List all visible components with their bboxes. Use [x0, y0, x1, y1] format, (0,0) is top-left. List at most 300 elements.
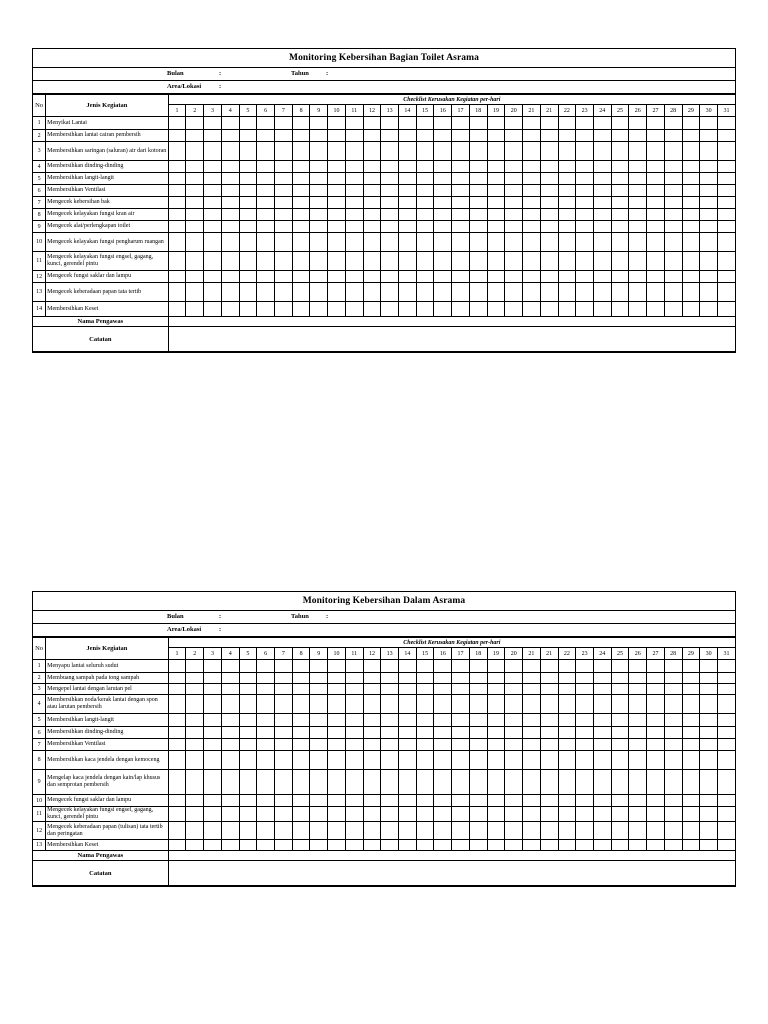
check-cell[interactable] — [505, 221, 523, 233]
catatan-field[interactable] — [168, 861, 735, 886]
check-cell[interactable] — [186, 822, 204, 840]
check-cell[interactable] — [452, 684, 470, 695]
check-cell[interactable] — [328, 221, 346, 233]
check-cell[interactable] — [540, 271, 558, 283]
check-cell[interactable] — [523, 252, 541, 271]
check-cell[interactable] — [682, 714, 700, 727]
check-cell[interactable] — [381, 751, 399, 770]
check-cell[interactable] — [576, 751, 594, 770]
check-cell[interactable] — [310, 283, 328, 302]
check-cell[interactable] — [275, 822, 293, 840]
check-cell[interactable] — [345, 185, 363, 197]
check-cell[interactable] — [399, 209, 417, 221]
check-cell[interactable] — [682, 271, 700, 283]
check-cell[interactable] — [700, 209, 718, 221]
check-cell[interactable] — [275, 727, 293, 739]
check-cell[interactable] — [434, 142, 452, 161]
check-cell[interactable] — [629, 727, 647, 739]
check-cell[interactable] — [682, 684, 700, 695]
check-cell[interactable] — [487, 161, 505, 173]
check-cell[interactable] — [328, 660, 346, 673]
check-cell[interactable] — [416, 695, 434, 714]
check-cell[interactable] — [647, 822, 665, 840]
check-cell[interactable] — [523, 739, 541, 751]
check-cell[interactable] — [434, 684, 452, 695]
check-cell[interactable] — [204, 233, 222, 252]
check-cell[interactable] — [363, 695, 381, 714]
check-cell[interactable] — [363, 209, 381, 221]
check-cell[interactable] — [664, 807, 682, 822]
check-cell[interactable] — [310, 271, 328, 283]
check-cell[interactable] — [434, 727, 452, 739]
check-cell[interactable] — [275, 233, 293, 252]
check-cell[interactable] — [593, 161, 611, 173]
check-cell[interactable] — [257, 271, 275, 283]
check-cell[interactable] — [434, 117, 452, 130]
check-cell[interactable] — [186, 770, 204, 795]
check-cell[interactable] — [469, 209, 487, 221]
check-cell[interactable] — [399, 822, 417, 840]
check-cell[interactable] — [221, 185, 239, 197]
check-cell[interactable] — [292, 727, 310, 739]
check-cell[interactable] — [345, 684, 363, 695]
check-cell[interactable] — [593, 173, 611, 185]
check-cell[interactable] — [664, 130, 682, 142]
check-cell[interactable] — [647, 185, 665, 197]
check-cell[interactable] — [381, 727, 399, 739]
check-cell[interactable] — [558, 252, 576, 271]
check-cell[interactable] — [682, 209, 700, 221]
check-cell[interactable] — [682, 161, 700, 173]
check-cell[interactable] — [363, 751, 381, 770]
check-cell[interactable] — [416, 795, 434, 807]
check-cell[interactable] — [576, 197, 594, 209]
check-cell[interactable] — [204, 695, 222, 714]
check-cell[interactable] — [593, 795, 611, 807]
check-cell[interactable] — [328, 173, 346, 185]
check-cell[interactable] — [611, 673, 629, 684]
check-cell[interactable] — [363, 795, 381, 807]
check-cell[interactable] — [275, 142, 293, 161]
check-cell[interactable] — [204, 770, 222, 795]
check-cell[interactable] — [186, 673, 204, 684]
check-cell[interactable] — [452, 840, 470, 851]
check-cell[interactable] — [576, 807, 594, 822]
check-cell[interactable] — [717, 684, 735, 695]
check-cell[interactable] — [416, 130, 434, 142]
check-cell[interactable] — [328, 185, 346, 197]
check-cell[interactable] — [381, 302, 399, 317]
check-cell[interactable] — [469, 684, 487, 695]
check-cell[interactable] — [204, 673, 222, 684]
check-cell[interactable] — [540, 252, 558, 271]
check-cell[interactable] — [239, 795, 257, 807]
check-cell[interactable] — [434, 807, 452, 822]
check-cell[interactable] — [576, 142, 594, 161]
check-cell[interactable] — [505, 233, 523, 252]
check-cell[interactable] — [186, 221, 204, 233]
check-cell[interactable] — [257, 173, 275, 185]
check-cell[interactable] — [700, 197, 718, 209]
check-cell[interactable] — [381, 283, 399, 302]
check-cell[interactable] — [434, 770, 452, 795]
check-cell[interactable] — [647, 233, 665, 252]
check-cell[interactable] — [717, 252, 735, 271]
check-cell[interactable] — [168, 271, 186, 283]
check-cell[interactable] — [275, 161, 293, 173]
check-cell[interactable] — [399, 727, 417, 739]
check-cell[interactable] — [257, 197, 275, 209]
check-cell[interactable] — [434, 695, 452, 714]
check-cell[interactable] — [540, 714, 558, 727]
check-cell[interactable] — [593, 252, 611, 271]
check-cell[interactable] — [204, 795, 222, 807]
check-cell[interactable] — [487, 727, 505, 739]
check-cell[interactable] — [204, 751, 222, 770]
check-cell[interactable] — [292, 233, 310, 252]
check-cell[interactable] — [381, 185, 399, 197]
check-cell[interactable] — [469, 302, 487, 317]
check-cell[interactable] — [452, 185, 470, 197]
check-cell[interactable] — [239, 684, 257, 695]
check-cell[interactable] — [487, 302, 505, 317]
check-cell[interactable] — [664, 822, 682, 840]
check-cell[interactable] — [540, 283, 558, 302]
check-cell[interactable] — [363, 185, 381, 197]
check-cell[interactable] — [275, 283, 293, 302]
check-cell[interactable] — [452, 673, 470, 684]
check-cell[interactable] — [576, 252, 594, 271]
check-cell[interactable] — [717, 770, 735, 795]
check-cell[interactable] — [186, 283, 204, 302]
check-cell[interactable] — [469, 142, 487, 161]
check-cell[interactable] — [487, 795, 505, 807]
check-cell[interactable] — [469, 770, 487, 795]
check-cell[interactable] — [452, 751, 470, 770]
check-cell[interactable] — [540, 233, 558, 252]
check-cell[interactable] — [168, 209, 186, 221]
check-cell[interactable] — [434, 739, 452, 751]
check-cell[interactable] — [434, 197, 452, 209]
check-cell[interactable] — [275, 252, 293, 271]
check-cell[interactable] — [540, 185, 558, 197]
check-cell[interactable] — [593, 673, 611, 684]
check-cell[interactable] — [647, 727, 665, 739]
check-cell[interactable] — [328, 252, 346, 271]
check-cell[interactable] — [363, 822, 381, 840]
check-cell[interactable] — [487, 807, 505, 822]
check-cell[interactable] — [505, 822, 523, 840]
check-cell[interactable] — [239, 283, 257, 302]
check-cell[interactable] — [168, 197, 186, 209]
check-cell[interactable] — [593, 751, 611, 770]
check-cell[interactable] — [399, 807, 417, 822]
check-cell[interactable] — [611, 117, 629, 130]
check-cell[interactable] — [717, 221, 735, 233]
check-cell[interactable] — [239, 660, 257, 673]
check-cell[interactable] — [558, 727, 576, 739]
check-cell[interactable] — [576, 209, 594, 221]
check-cell[interactable] — [275, 807, 293, 822]
check-cell[interactable] — [523, 117, 541, 130]
check-cell[interactable] — [257, 117, 275, 130]
check-cell[interactable] — [717, 727, 735, 739]
check-cell[interactable] — [469, 840, 487, 851]
check-cell[interactable] — [682, 302, 700, 317]
check-cell[interactable] — [239, 751, 257, 770]
check-cell[interactable] — [647, 807, 665, 822]
check-cell[interactable] — [629, 221, 647, 233]
check-cell[interactable] — [505, 271, 523, 283]
check-cell[interactable] — [700, 117, 718, 130]
check-cell[interactable] — [505, 185, 523, 197]
check-cell[interactable] — [717, 840, 735, 851]
check-cell[interactable] — [469, 185, 487, 197]
check-cell[interactable] — [505, 252, 523, 271]
check-cell[interactable] — [310, 739, 328, 751]
check-cell[interactable] — [275, 271, 293, 283]
check-cell[interactable] — [717, 807, 735, 822]
check-cell[interactable] — [647, 302, 665, 317]
check-cell[interactable] — [682, 807, 700, 822]
check-cell[interactable] — [469, 660, 487, 673]
check-cell[interactable] — [292, 142, 310, 161]
check-cell[interactable] — [434, 714, 452, 727]
check-cell[interactable] — [221, 695, 239, 714]
check-cell[interactable] — [275, 302, 293, 317]
check-cell[interactable] — [381, 795, 399, 807]
check-cell[interactable] — [469, 233, 487, 252]
check-cell[interactable] — [629, 117, 647, 130]
check-cell[interactable] — [452, 221, 470, 233]
check-cell[interactable] — [186, 117, 204, 130]
check-cell[interactable] — [717, 283, 735, 302]
check-cell[interactable] — [523, 173, 541, 185]
check-cell[interactable] — [434, 130, 452, 142]
check-cell[interactable] — [629, 142, 647, 161]
check-cell[interactable] — [345, 130, 363, 142]
check-cell[interactable] — [399, 695, 417, 714]
check-cell[interactable] — [469, 197, 487, 209]
check-cell[interactable] — [700, 840, 718, 851]
check-cell[interactable] — [204, 660, 222, 673]
check-cell[interactable] — [239, 221, 257, 233]
check-cell[interactable] — [399, 660, 417, 673]
check-cell[interactable] — [593, 221, 611, 233]
check-cell[interactable] — [487, 130, 505, 142]
check-cell[interactable] — [629, 714, 647, 727]
check-cell[interactable] — [168, 117, 186, 130]
check-cell[interactable] — [204, 302, 222, 317]
check-cell[interactable] — [452, 117, 470, 130]
check-cell[interactable] — [611, 173, 629, 185]
check-cell[interactable] — [221, 130, 239, 142]
check-cell[interactable] — [257, 283, 275, 302]
check-cell[interactable] — [292, 197, 310, 209]
check-cell[interactable] — [611, 807, 629, 822]
check-cell[interactable] — [381, 161, 399, 173]
check-cell[interactable] — [487, 283, 505, 302]
check-cell[interactable] — [275, 130, 293, 142]
check-cell[interactable] — [345, 117, 363, 130]
check-cell[interactable] — [700, 252, 718, 271]
check-cell[interactable] — [647, 221, 665, 233]
check-cell[interactable] — [611, 185, 629, 197]
check-cell[interactable] — [593, 233, 611, 252]
check-cell[interactable] — [257, 660, 275, 673]
check-cell[interactable] — [204, 727, 222, 739]
check-cell[interactable] — [416, 173, 434, 185]
check-cell[interactable] — [540, 302, 558, 317]
check-cell[interactable] — [399, 185, 417, 197]
check-cell[interactable] — [700, 770, 718, 795]
check-cell[interactable] — [540, 117, 558, 130]
check-cell[interactable] — [523, 684, 541, 695]
check-cell[interactable] — [576, 770, 594, 795]
check-cell[interactable] — [292, 673, 310, 684]
check-cell[interactable] — [647, 673, 665, 684]
check-cell[interactable] — [647, 739, 665, 751]
check-cell[interactable] — [629, 173, 647, 185]
check-cell[interactable] — [363, 684, 381, 695]
check-cell[interactable] — [363, 271, 381, 283]
check-cell[interactable] — [221, 727, 239, 739]
check-cell[interactable] — [540, 197, 558, 209]
check-cell[interactable] — [399, 197, 417, 209]
check-cell[interactable] — [239, 173, 257, 185]
check-cell[interactable] — [717, 209, 735, 221]
check-cell[interactable] — [416, 117, 434, 130]
check-cell[interactable] — [576, 130, 594, 142]
check-cell[interactable] — [328, 727, 346, 739]
check-cell[interactable] — [505, 751, 523, 770]
check-cell[interactable] — [593, 142, 611, 161]
check-cell[interactable] — [558, 185, 576, 197]
check-cell[interactable] — [682, 173, 700, 185]
check-cell[interactable] — [310, 252, 328, 271]
check-cell[interactable] — [647, 660, 665, 673]
check-cell[interactable] — [381, 117, 399, 130]
check-cell[interactable] — [523, 161, 541, 173]
check-cell[interactable] — [345, 161, 363, 173]
check-cell[interactable] — [204, 271, 222, 283]
check-cell[interactable] — [487, 221, 505, 233]
check-cell[interactable] — [700, 130, 718, 142]
check-cell[interactable] — [292, 739, 310, 751]
check-cell[interactable] — [399, 840, 417, 851]
check-cell[interactable] — [399, 221, 417, 233]
check-cell[interactable] — [381, 173, 399, 185]
check-cell[interactable] — [700, 221, 718, 233]
check-cell[interactable] — [576, 714, 594, 727]
check-cell[interactable] — [469, 221, 487, 233]
check-cell[interactable] — [682, 283, 700, 302]
check-cell[interactable] — [221, 142, 239, 161]
check-cell[interactable] — [664, 673, 682, 684]
check-cell[interactable] — [416, 739, 434, 751]
check-cell[interactable] — [523, 840, 541, 851]
check-cell[interactable] — [399, 751, 417, 770]
check-cell[interactable] — [664, 173, 682, 185]
check-cell[interactable] — [328, 684, 346, 695]
check-cell[interactable] — [381, 271, 399, 283]
check-cell[interactable] — [239, 807, 257, 822]
check-cell[interactable] — [717, 660, 735, 673]
check-cell[interactable] — [593, 117, 611, 130]
check-cell[interactable] — [328, 795, 346, 807]
check-cell[interactable] — [469, 161, 487, 173]
check-cell[interactable] — [168, 233, 186, 252]
check-cell[interactable] — [452, 302, 470, 317]
check-cell[interactable] — [558, 795, 576, 807]
check-cell[interactable] — [593, 209, 611, 221]
check-cell[interactable] — [682, 840, 700, 851]
check-cell[interactable] — [345, 714, 363, 727]
check-cell[interactable] — [239, 302, 257, 317]
check-cell[interactable] — [700, 727, 718, 739]
check-cell[interactable] — [221, 739, 239, 751]
check-cell[interactable] — [664, 161, 682, 173]
check-cell[interactable] — [221, 283, 239, 302]
check-cell[interactable] — [611, 684, 629, 695]
check-cell[interactable] — [275, 695, 293, 714]
check-cell[interactable] — [647, 252, 665, 271]
check-cell[interactable] — [239, 209, 257, 221]
check-cell[interactable] — [292, 751, 310, 770]
check-cell[interactable] — [221, 684, 239, 695]
check-cell[interactable] — [469, 283, 487, 302]
check-cell[interactable] — [469, 271, 487, 283]
check-cell[interactable] — [328, 695, 346, 714]
check-cell[interactable] — [664, 660, 682, 673]
check-cell[interactable] — [310, 117, 328, 130]
check-cell[interactable] — [292, 840, 310, 851]
check-cell[interactable] — [292, 252, 310, 271]
check-cell[interactable] — [717, 173, 735, 185]
check-cell[interactable] — [505, 807, 523, 822]
check-cell[interactable] — [434, 283, 452, 302]
check-cell[interactable] — [363, 252, 381, 271]
check-cell[interactable] — [221, 840, 239, 851]
check-cell[interactable] — [328, 751, 346, 770]
check-cell[interactable] — [540, 795, 558, 807]
check-cell[interactable] — [629, 161, 647, 173]
check-cell[interactable] — [664, 283, 682, 302]
check-cell[interactable] — [558, 209, 576, 221]
check-cell[interactable] — [576, 283, 594, 302]
check-cell[interactable] — [558, 142, 576, 161]
check-cell[interactable] — [204, 221, 222, 233]
check-cell[interactable] — [416, 822, 434, 840]
check-cell[interactable] — [505, 302, 523, 317]
check-cell[interactable] — [434, 221, 452, 233]
check-cell[interactable] — [434, 252, 452, 271]
check-cell[interactable] — [239, 252, 257, 271]
check-cell[interactable] — [558, 695, 576, 714]
check-cell[interactable] — [593, 302, 611, 317]
check-cell[interactable] — [505, 795, 523, 807]
check-cell[interactable] — [310, 770, 328, 795]
check-cell[interactable] — [345, 271, 363, 283]
check-cell[interactable] — [275, 840, 293, 851]
check-cell[interactable] — [700, 673, 718, 684]
check-cell[interactable] — [558, 684, 576, 695]
check-cell[interactable] — [186, 252, 204, 271]
check-cell[interactable] — [345, 197, 363, 209]
check-cell[interactable] — [381, 770, 399, 795]
check-cell[interactable] — [399, 252, 417, 271]
check-cell[interactable] — [292, 302, 310, 317]
